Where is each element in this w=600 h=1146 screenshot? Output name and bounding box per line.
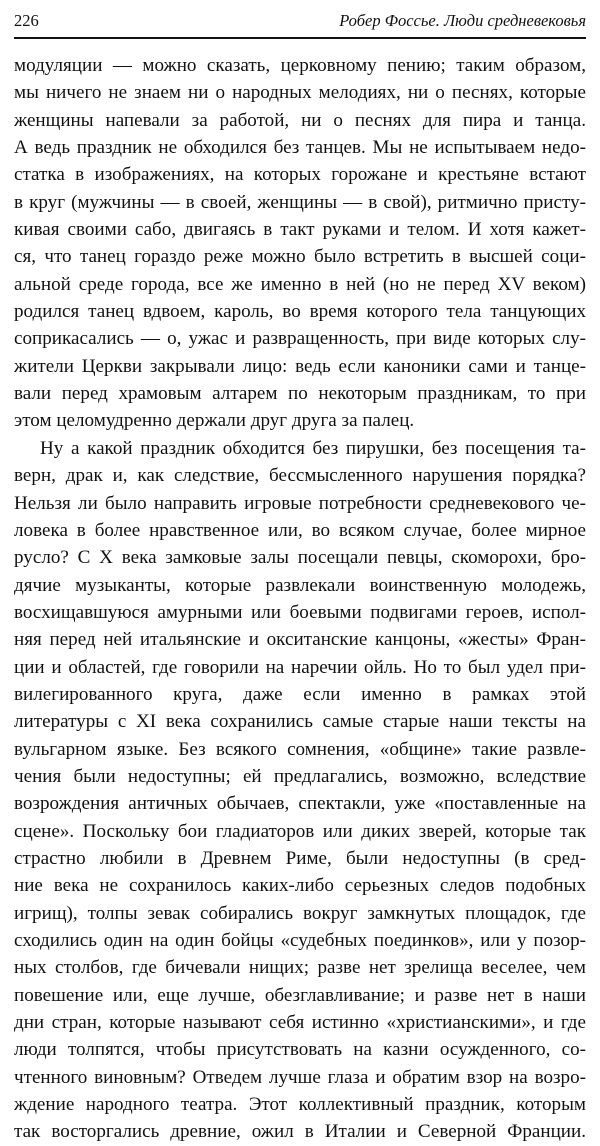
text-line: этом целомудренно держали друг друга за палец. [14,410,415,432]
text-line: повешение или, еще лучше, обезглавливание; и разве нет в наши [14,984,586,1006]
header-rule [14,37,586,39]
text-line: кивая своими сабо, двигаясь в такт руками и телом. И хотя кажет- [14,219,586,241]
text-line: в круг (мужчины — в своей, женщины — в свой), ритмично присту- [14,191,586,213]
text-line: ние века не сохранилось каких-либо серьезных следов подобных [14,875,586,897]
text-line: русло? С X века замковые залы посещали певцы, скоморохи, бро- [14,547,586,569]
text-line: ции и областей, где говорили на наречии ойль. Но то был удел при- [14,656,586,678]
text-line: мы ничего не знаем ни о народных мелодиях, ни о песнях, которые [14,82,586,104]
text-line: сцене». Поскольку бои гладиаторов или диких зверей, которые так [14,820,586,842]
text-line: ных столбов, где бичевали нищих; разве нет зрелища веселее, чем [14,957,586,979]
text-line: статка в изображениях, на которых горожане и крестьяне встают [14,164,586,186]
page-number: 226 [14,11,39,30]
text-line: А ведь праздник не обходился без танцев. Мы не испытываем недо- [14,137,586,159]
text-line: вилегированного круга, даже если именно в рамках этой [14,683,586,705]
text-line: ловека в более нравственное или, во всяком случае, более мирное [14,519,586,541]
text-line: вали перед храмовым алтарем по некоторым праздникам, то при [14,383,586,405]
text-line: восхищавшуюся амурными или боевыми подвигами героев, испол- [14,601,586,623]
text-line: родился танец вдвоем, кароль, во время которого тела танцующих [14,301,586,323]
text-line: верн, драк и, как следствие, бессмысленного нарушения порядка? [14,465,586,487]
text-line: модуляции — можно сказать, церковному пению; таким образом, [14,55,586,76]
text-line: чения были недоступны; ей предлагались, возможно, вследствие [14,765,586,787]
text-line: страстно любили в Древнем Риме, были недоступны (в сред- [14,847,586,869]
text-line: дни стран, которые называют себя истинно «христианскими», и где [14,1012,586,1034]
text-line: Ну а какой праздник обходится без пирушки, без посещения та- [40,437,586,459]
text-line: сходились один на один бойцы «судебных поединков», или у позор- [14,930,586,951]
text-line: Нельзя ли было направить игровые потребности средневекового че- [14,492,586,514]
text-line: люди толпятся, чтобы присутствовать на казни осужденного, со- [14,1039,586,1061]
text-line: жители Церкви закрывали лицо: ведь если каноники сами и танце- [14,355,586,377]
text-line: женщины напевали за работой, ни о песнях для пира и танца. [14,109,586,131]
text-line: возрождения античных обычаев, спектакли, уже «поставленные на [14,793,586,815]
book-page [14,8,586,1143]
text-line: ся, что танец гораздо реже можно было встретить в высшей соци- [14,246,586,268]
running-header [14,8,586,34]
text-line: соприкасались — о, ужас и развращенность, при виде которых слу- [14,328,586,350]
running-title: Робер Фоссье. Люди средневековья [339,11,586,30]
text-line: литературы с XI века сохранились самые старые наши тексты на [14,711,586,733]
text-line: альной среде города, все же именно в ней (но не перед XV веком) [14,273,586,295]
body-text [14,52,586,1146]
text-line: ждение народного театра. Этот коллективный праздник, которым [14,1094,586,1116]
text-line: няя перед ней итальянские и окситанские канцоны, «жесты» Фран- [14,629,586,651]
text-line: вульгарном языке. Без всякого сомнения, «общине» такие развле- [14,738,586,760]
text-line: чтенного виновным? Отведем лучше глаза и обратим взор на возро- [14,1066,586,1088]
text-line: дячие музыканты, которые развлекали воинственную молодежь, [14,574,586,596]
text-line: так восторгались древние, ожил в Италии и Северной Франции. [14,1121,586,1143]
text-line: игрищ), толпы зевак собирались вокруг замкнутых площадок, где [14,902,586,924]
